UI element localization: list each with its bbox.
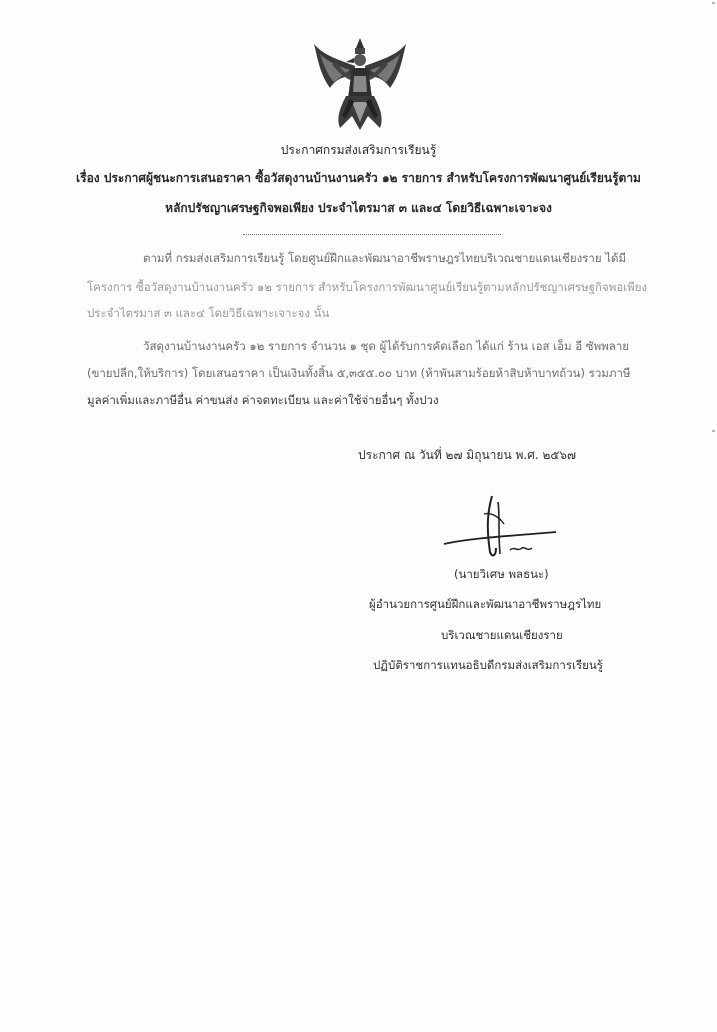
handwritten-signature <box>440 492 560 564</box>
garuda-emblem-icon <box>310 36 410 136</box>
announcement-date: ประกาศ ณ วันที่ ๒๗ มิถุนายน พ.ศ. ๒๕๖๗ <box>358 448 577 462</box>
paragraph-2-line-2: (ขายปลีก,ให้บริการ) โดยเสนอราคา เป็นเงินทั้งสิ้น ๕,๓๕๕.๐๐ บาท (ห้าพันสามร้อยห้าสิบห้าบาทถ้วน) รวมภาษี <box>87 366 631 380</box>
paragraph-1-line-3: ประจำไตรมาส ๓ และ๔ โดยวิธีเฉพาะเจาะจง นั้น <box>87 306 330 320</box>
signer-title-2: บริเวณชายแดนเชียงราย <box>441 628 563 642</box>
subject-line-1: เรื่อง ประกาศผู้ชนะการเสนอราคา ซื้อวัสดุงานบ้านงานครัว ๑๒ รายการ สำหรับโครงการพัฒนาศูนย์เรียนรู้ตาม <box>76 171 641 185</box>
paragraph-2-line-3: มูลค่าเพิ่มและภาษีอื่น ค่าขนส่ง ค่าจดทะเบียน และค่าใช้จ่ายอื่นๆ ทั้งปวง <box>87 393 439 407</box>
signer-title-3: ปฏิบัติราชการแทนอธิบดีกรมส่งเสริมการเรียนรู้ <box>373 658 603 672</box>
subject-line-2: หลักปรัชญาเศรษฐกิจพอเพียง ประจำไตรมาส ๓ และ๔ โดยวิธีเฉพาะเจาะจง <box>165 201 552 215</box>
dotted-divider <box>243 234 501 235</box>
signer-name: (นายวิเศษ พลธนะ) <box>454 567 549 581</box>
paragraph-1-line-1: ตามที่ กรมส่งเสริมการเรียนรู้ โดยศูนย์ฝึกและพัฒนาอาชีพราษฎรไทยบริเวณชายแดนเชียงราย ได้มี <box>143 251 627 265</box>
paragraph-2-line-1: วัสดุงานบ้านงานครัว ๑๒ รายการ จำนวน ๑ ชุด ผู้ได้รับการคัดเลือก ได้แก่ ร้าน เอส เอ็ม อี ซัพพลาย <box>143 339 630 353</box>
scan-artifact <box>712 2 715 4</box>
scan-artifact <box>712 430 715 432</box>
announcement-heading: ประกาศกรมส่งเสริมการเรียนรู้ <box>280 143 437 157</box>
signer-title-1: ผู้อำนวยการศูนย์ฝึกและพัฒนาอาชีพราษฎรไทย <box>369 597 602 611</box>
paragraph-1-line-2: โครงการ ซื้อวัสดุงานบ้านงานครัว ๑๒ รายการ สำหรับโครงการพัฒนาศูนย์เรียนรู้ตามหลักปรัชญาเศรษฐกิจพอเพียง <box>87 280 648 294</box>
